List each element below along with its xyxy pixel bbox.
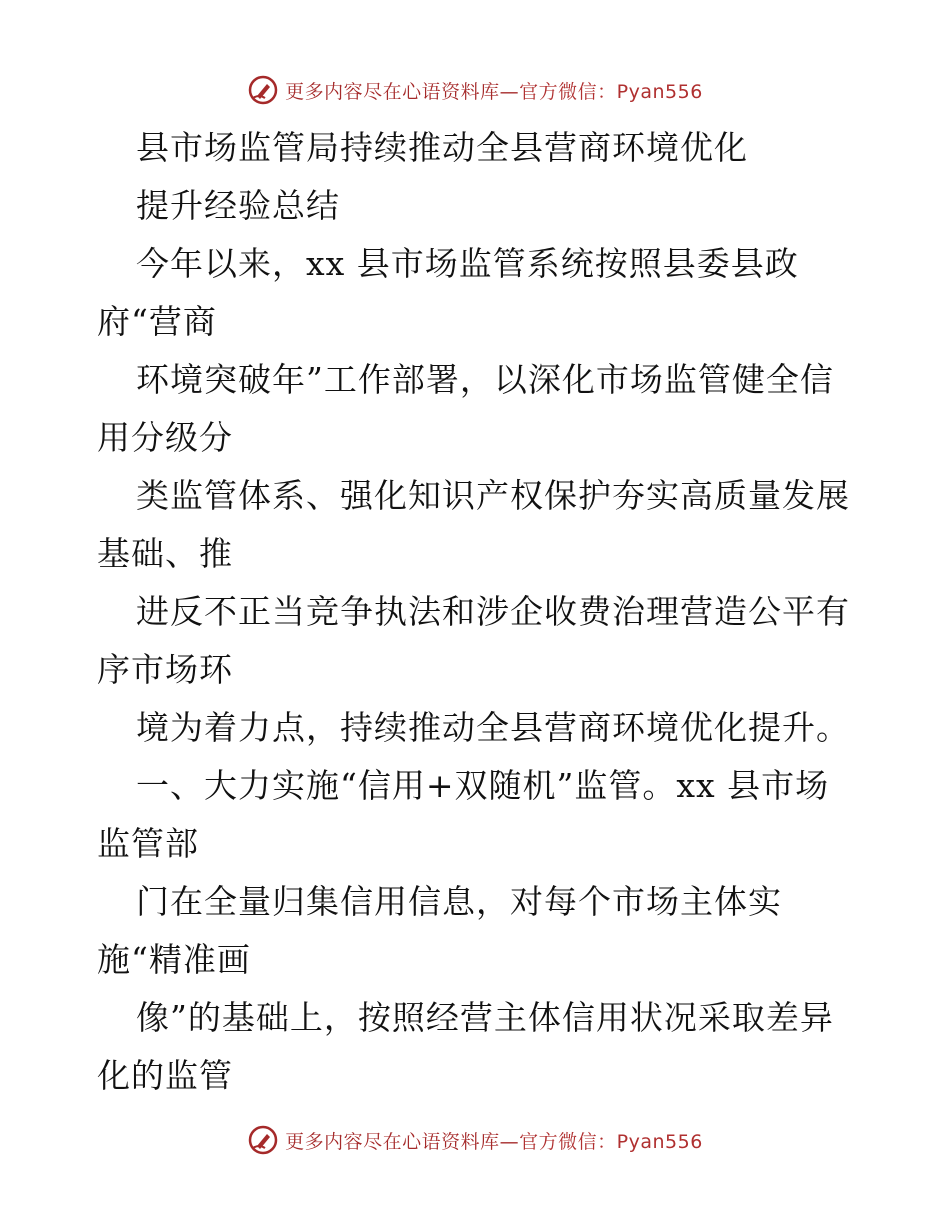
doc-paragraph-line: 监管部 <box>97 824 199 863</box>
doc-paragraph-line: 序市场环 <box>97 650 233 689</box>
doc-paragraph-line: 境为着力点，持续推动全县营商环境优化提升。 <box>136 708 850 747</box>
doc-paragraph-line: 进反不正当竞争执法和涉企收费治理营造公平有 <box>136 592 850 631</box>
doc-paragraph-line: 用分级分 <box>97 418 233 457</box>
banner-dash: — <box>499 1130 520 1153</box>
doc-title-line-2: 提升经验总结 <box>136 186 340 225</box>
banner-wechat-account: 官方微信：Pyan556 <box>519 80 703 103</box>
doc-paragraph-line: 化的监管 <box>97 1056 233 1095</box>
footer-watermark-banner <box>0 1120 950 1160</box>
doc-paragraph-line: 府“营商 <box>97 302 217 341</box>
header-watermark-banner <box>0 70 950 110</box>
doc-paragraph-line: 基础、推 <box>97 534 233 573</box>
pen-circle-icon <box>247 74 279 106</box>
doc-paragraph-line: 门在全量归集信用信息，对每个市场主体实 <box>136 882 782 921</box>
doc-paragraph-line: 今年以来，xx 县市场监管系统按照县委县政 <box>136 244 799 283</box>
banner-main-text: 更多内容尽在心语资料库 <box>285 80 500 103</box>
doc-paragraph-line: 类监管体系、强化知识产权保护夯实高质量发展 <box>136 476 850 515</box>
pen-circle-icon <box>247 1124 279 1156</box>
banner-main-text: 更多内容尽在心语资料库 <box>285 1130 500 1153</box>
doc-paragraph-line: 像”的基础上，按照经营主体信用状况采取差异 <box>136 998 834 1037</box>
banner-text <box>285 1127 703 1154</box>
banner-text <box>285 77 703 104</box>
banner-wechat-account: 官方微信：Pyan556 <box>519 1130 703 1153</box>
doc-paragraph-line: 一、大力实施“信用+双随机”监管。xx 县市场 <box>136 766 830 805</box>
doc-paragraph-line: 环境突破年”工作部署，以深化市场监管健全信 <box>136 360 834 399</box>
doc-title-line-1: 县市场监管局持续推动全县营商环境优化 <box>136 128 748 167</box>
banner-dash: — <box>499 80 520 103</box>
doc-paragraph-line: 施“精准画 <box>97 940 251 979</box>
